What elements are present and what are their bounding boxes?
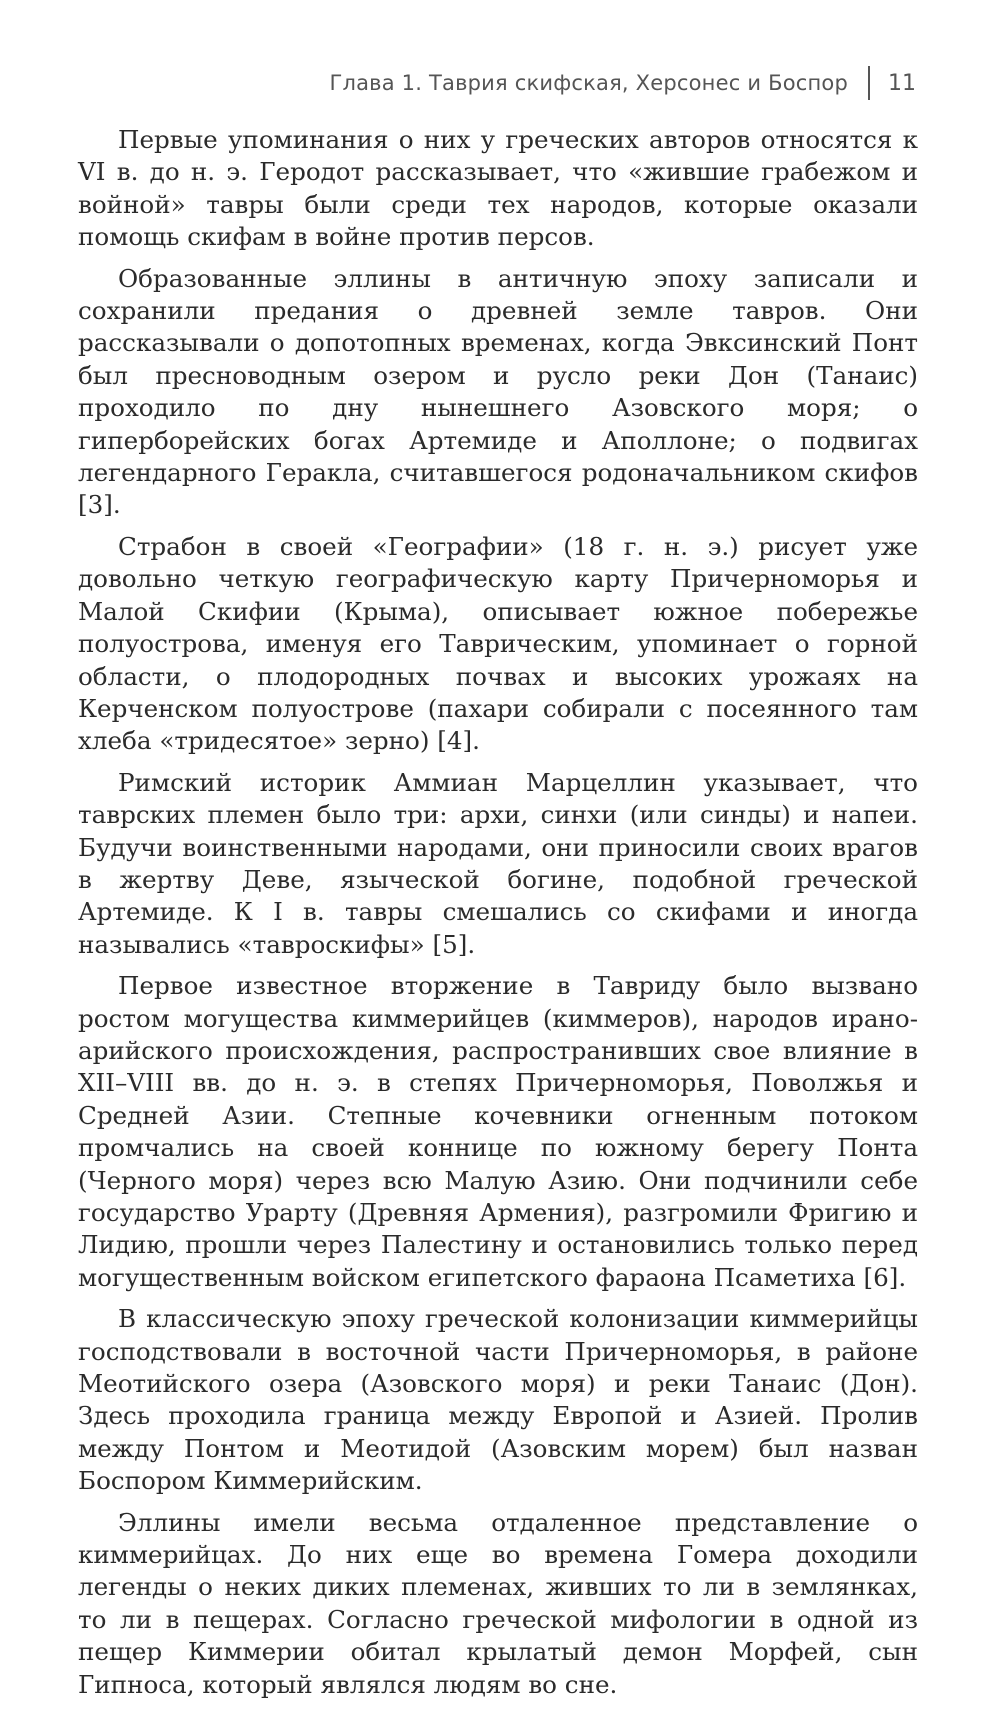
paragraph-3: Страбон в своей «Географии» (18 г. н. э.) рисует уже довольно четкую географическую карту Причерноморья и Малой Скифии (Крыма), описывает южное побережье полуострова, именуя его Таврическим, упоминает о горной области, о плодородных почвах и высоких урожаях на Керченском полуострове (пахари собирали с посеянного там хлеба «тридесятое» зерно) [4]. — [78, 531, 918, 756]
paragraph-5: Первое известное вторжение в Тавриду было вызвано ростом могущества киммерийцев (киммеров), народов ирано-арийского происхождения, распространивших свое влияние в XII–VIII вв. до н. э. в степях Причерноморья, Поволжья и Средней Азии. Степные кочевники огненным потоком промчались на своей коннице по южному берегу Понта (Черного моря) через всю Малую Азию. Они подчинили себе государство Урарту (Древняя Армения), разгромили Фригию и Лидию, прошли через Палестину и остановились только перед могущественным войском египетского фараона Псаметиха [6]. — [78, 971, 918, 1292]
header-divider — [868, 66, 870, 100]
paragraph-2: Образованные эллины в античную эпоху записали и сохранили предания о древней земле тавров. Они рассказывали о допотопных временах, когда Эвксинский Понт был пресноводным озером и русло реки Дон (Танаис) проходило по дну нынешнего Азовского моря; о гиперборейских богах Артемиде и Аполлоне; о подвигах легендарного Геракла, считавшегося родоначальником скифов [3]. — [78, 263, 918, 520]
paragraph-1: Первые упоминания о них у греческих авторов относятся к VI в. до н. э. Геродот рассказывает, что «жившие грабежом и войной» тавры были среди тех народов, которые оказали помощь скифам в войне против персов. — [78, 125, 918, 252]
paragraph-6: В классическую эпоху греческой колонизации киммерийцы господствовали в восточной части Причерноморья, в районе Меотийского озера (Азовского моря) и реки Танаис (Дон). Здесь проходила граница между Европой и Азией. Пролив между Понтом и Меотидой (Азовским морем) был назван Боспором Киммерийским. — [78, 1304, 918, 1496]
paragraph-7: Эллины имели весьма отдаленное представление о киммерийцах. До них еще во времена Гомера доходили легенды о неких диких племенах, живших то ли в землянках, то ли в пещерах. Согласно греческой мифологии в одной из пещер Киммерии обитал крылатый демон Морфей, сын Гипноса, который являлся людям во сне. — [78, 1507, 918, 1699]
chapter-title: Глава 1. Таврия скифская, Херсонес и Боспор — [329, 71, 848, 95]
page-number: 11 — [888, 70, 916, 96]
body-text — [78, 124, 918, 1710]
paragraph-4: Римский историк Аммиан Марцеллин указывает, что таврских племен было три: архи, синхи (или синды) и напеи. Будучи воинственными народами, они приносили своих врагов в жертву Деве, языческой богине, подобной греческой Артемиде. К I в. тавры смешались со скифами и иногда назывались «тавроскифы» [5]. — [78, 767, 918, 959]
running-header — [329, 66, 916, 100]
